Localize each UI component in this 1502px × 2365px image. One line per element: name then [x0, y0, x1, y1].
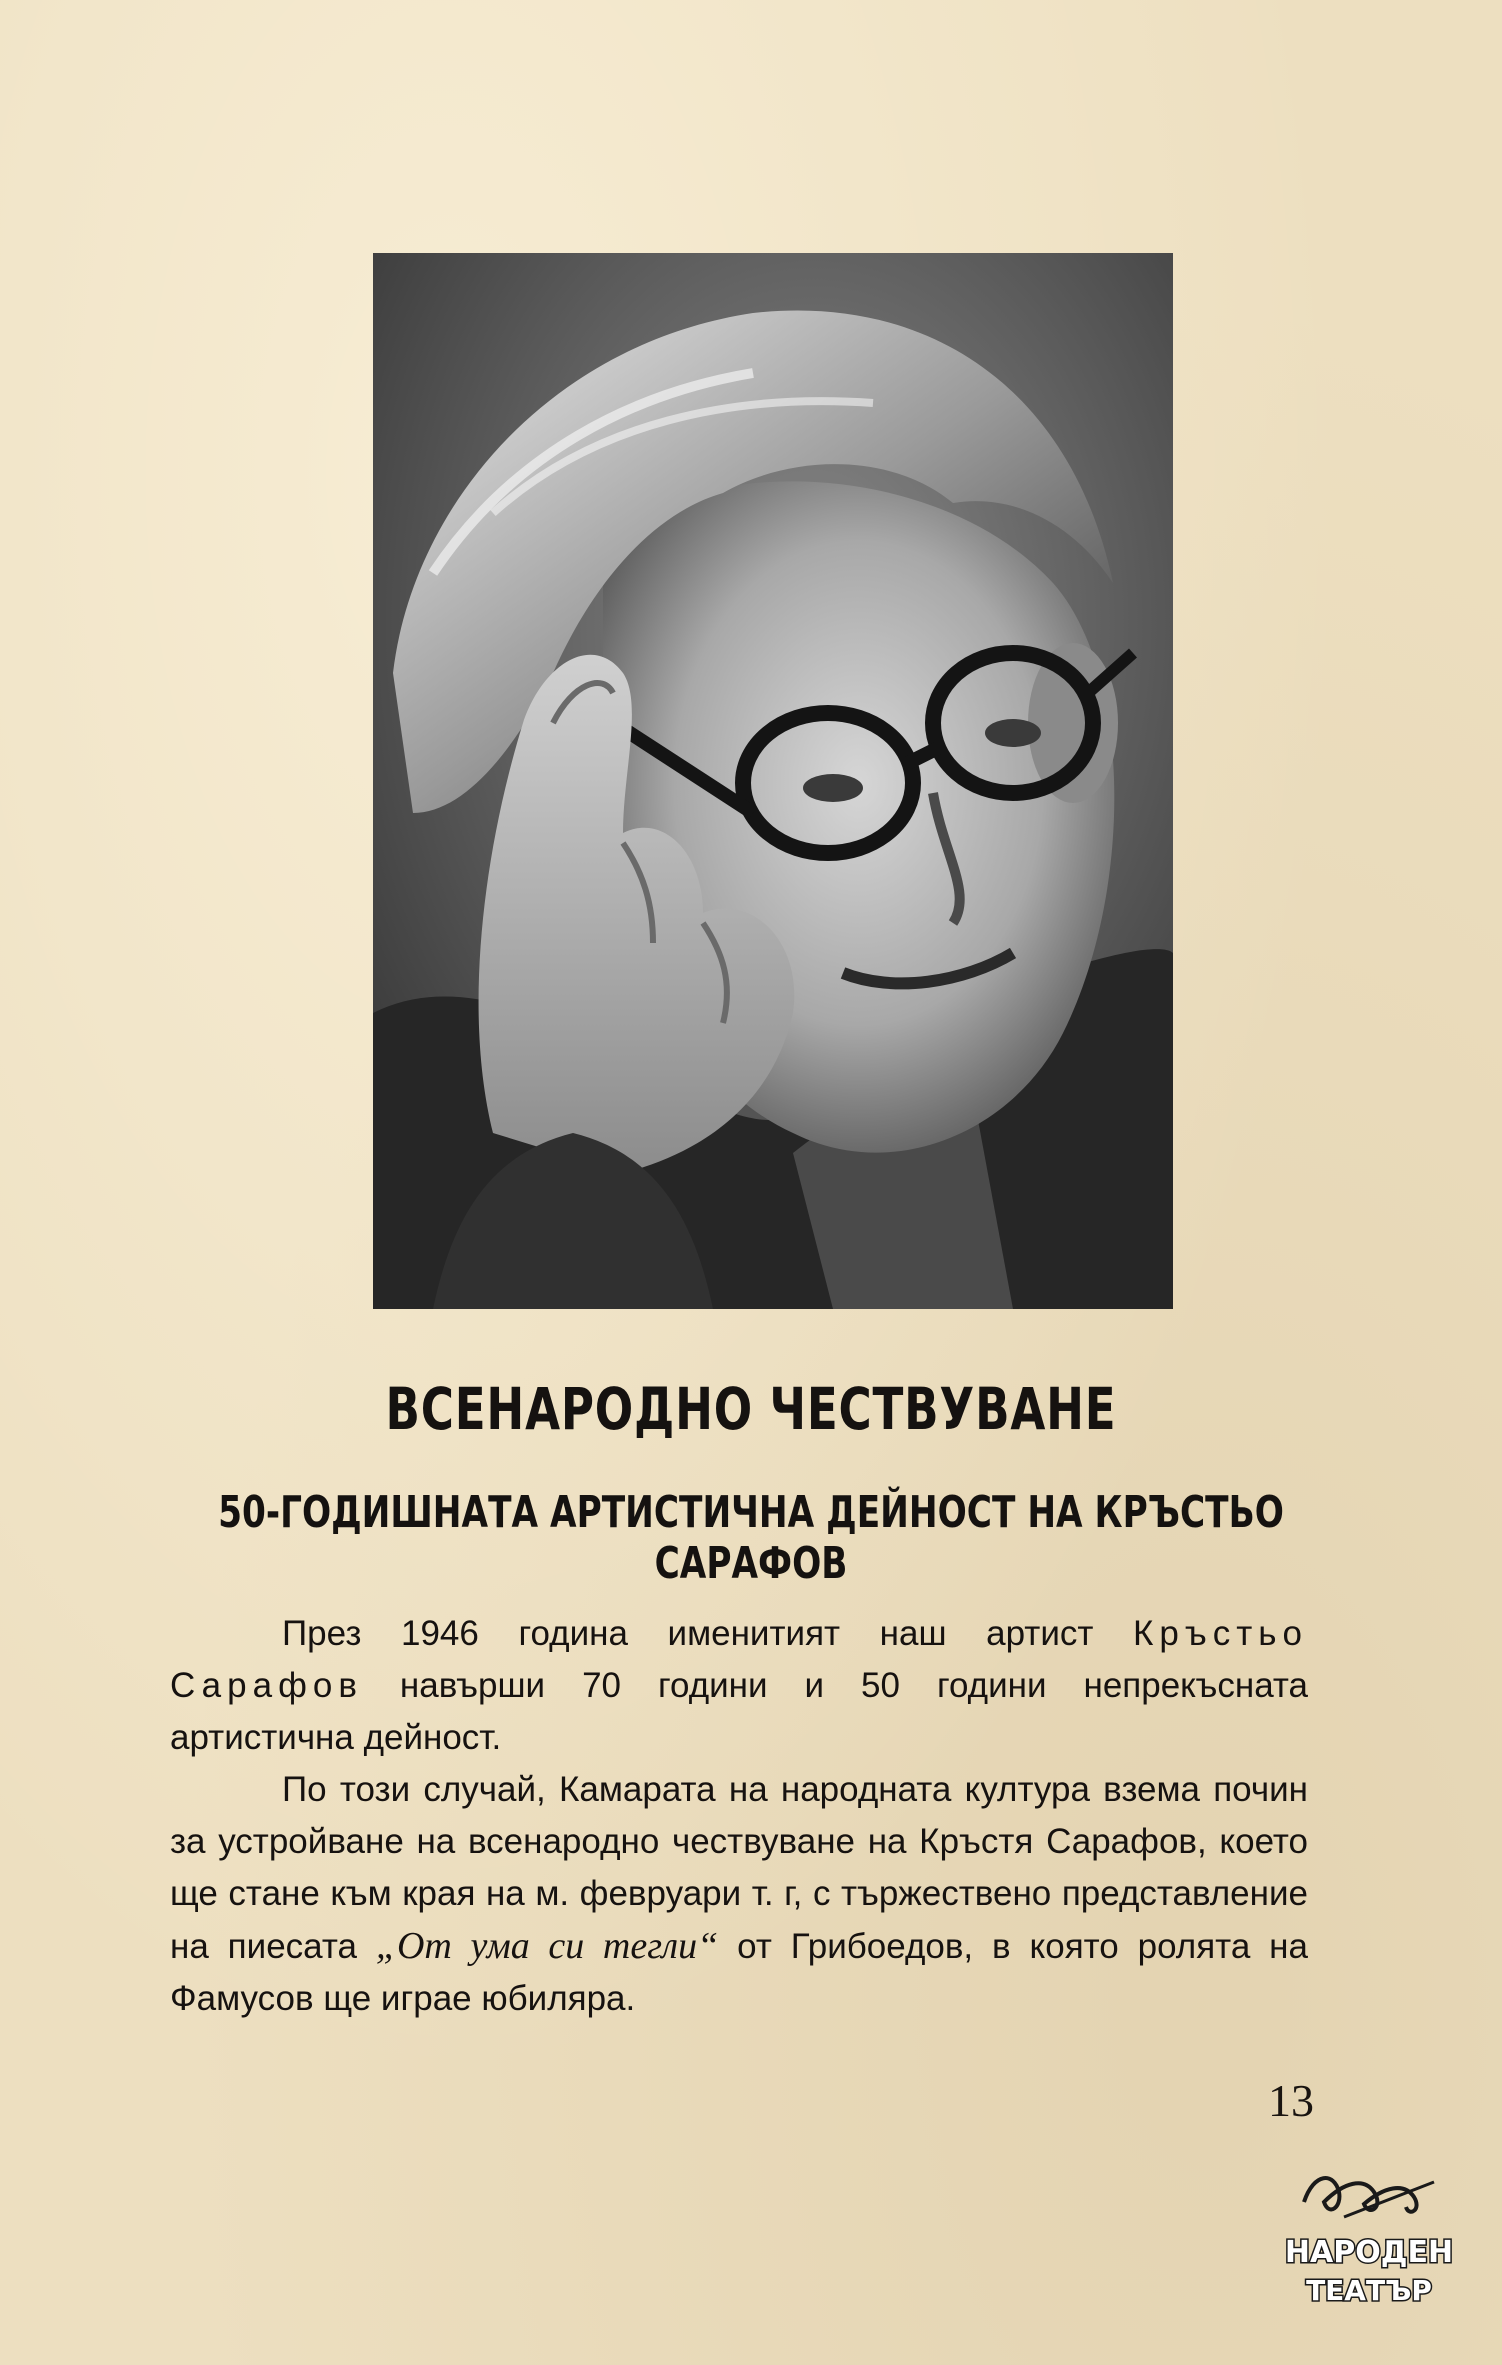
- paragraph-1-text-start: През 1946 година именитият наш артист: [282, 1614, 1134, 1653]
- paragraph-2-text-start: По този случай, Камарата на народната култура взема почин за устройване на всенародно чествуване на Кръстя Сарафов, което ще стане към края на м. февруари т. г, с тържествено представление на пиесата: [170, 1770, 1308, 1966]
- paragraph-1-text-end: навърши 70 години и 50 години непрекъсната артистична дейност.: [170, 1666, 1308, 1757]
- paragraph-2: [170, 1764, 1308, 2025]
- theatre-logo-icon: [1284, 2162, 1454, 2322]
- stamp-line-1: НАРОДЕН: [1284, 2235, 1454, 2270]
- paragraph-1: [170, 1608, 1308, 1764]
- stamp-line-2: ТЕАТЪР: [1306, 2274, 1432, 2307]
- article-subtitle: 50-ГОДИШНАТА АРТИСТИЧНА ДЕЙНОСТ НА КРЪСТЬО САРАФОВ: [218, 1487, 1284, 1589]
- play-title: „От ума си тегли“: [375, 1925, 719, 1967]
- article-title: ВСЕНАРОДНО ЧЕСТВУВАНЕ: [385, 1375, 1117, 1443]
- page-number: 13: [1268, 2075, 1314, 2126]
- article-body: [170, 1608, 1308, 2025]
- paragraph-2-text-end: от Грибоедов, в която ролята на Фамусов ще играе юбиляра.: [170, 1927, 1308, 2018]
- portrait-photo: [373, 253, 1173, 1309]
- portrait-illustration: [373, 253, 1173, 1309]
- national-theatre-stamp: [1284, 2162, 1454, 2322]
- artist-name: Кръстьо Сарафов: [170, 1614, 1308, 1705]
